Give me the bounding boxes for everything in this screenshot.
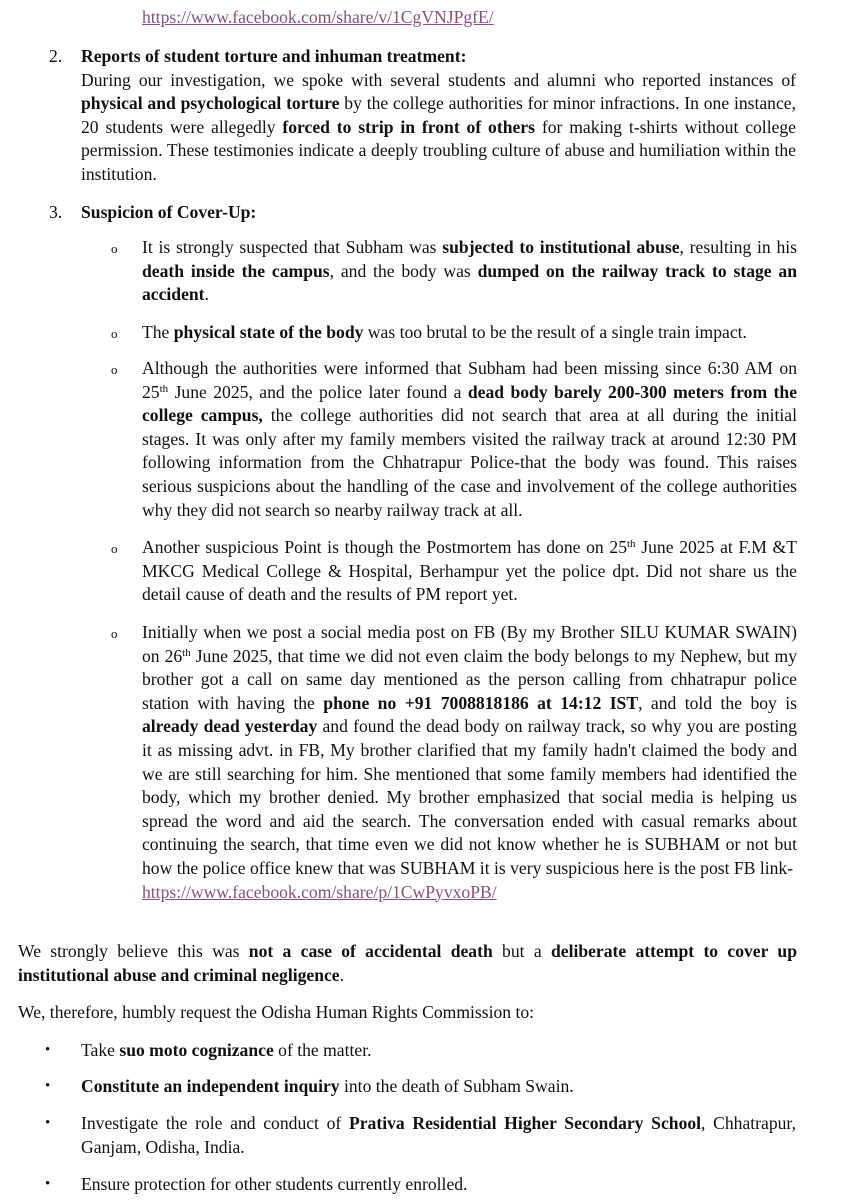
bullet-icon: • [45,1078,51,1094]
item-number-2: 2. [49,46,63,66]
emphasis: phone no +91 7008818186 at 14:12 IST [323,692,639,713]
emphasis: dumped on the railway track to stage an accident [142,260,797,305]
belief-paragraph: We strongly believe this was not a case of accidental death but a deliberate attempt to cover up institutional abuse and criminal negligence. [18,941,797,985]
bullet-icon: • [45,1176,51,1192]
item-number-3: 3. [49,202,63,222]
item-2-text: for making t-shirts without college permission. These testimonies indicate a deeply troubling culture of abuse and humiliation within the institution. [81,116,796,184]
bullet-icon: • [45,1115,51,1131]
sub-bullet-4: Another suspicious Point is though the Postmortem has done on 25th June 2025 at F.M &T MKCG Medical College & Hospital, Berhampur yet the police dpt. Did not share us the detail cause of death and the results of PM report yet. [142,537,797,605]
sub-bullet-2: The physical state of the body was too brutal to be the result of a single train impact. [142,322,747,342]
emphasis: death inside the campus [142,260,330,281]
circle-bullet-icon: o [111,326,118,341]
request-item-1: Take suo moto cognizance of the matter. [81,1040,372,1060]
request-item-3: Investigate the role and conduct of Prativa Residential Higher Secondary School, Chhatrapur, Ganjam, Odisha, India. [81,1113,796,1157]
emphasis: physical state of the body [173,322,364,342]
sub-bullet-1: It is strongly suspected that Subham was subjected to institutional abuse, resulting in his death inside the campus, and the body was dumped on the railway track to stage an accident. [142,237,797,305]
request-intro: We, therefore, humbly request the Odisha Human Rights Commission to: [18,1002,535,1022]
emphasis: Prativa Residential Higher Secondary School [349,1113,702,1133]
item-2-text: During our investigation, we spoke with several students and alumni who reported instances of [81,69,796,90]
emphasis: suo moto cognizance [119,1040,274,1060]
circle-bullet-icon: o [111,626,118,641]
item-2-emphasis: physical and psychological torture [81,93,340,114]
request-item-4: Ensure protection for other students currently enrolled. [81,1174,468,1194]
emphasis: deliberate attempt to cover up institutional abuse and criminal negligence [18,941,797,985]
emphasis: already dead yesterday [142,716,318,737]
emphasis: not a case of accidental death [248,941,493,961]
emphasis: Constitute an independent inquiry [81,1076,340,1096]
emphasis: dead body barely 200-300 meters from the college campus, [142,381,797,426]
item-2-text: by the college authorities for minor infractions. In one instance, 20 students were allegedly [81,93,796,137]
emphasis: subjected to institutional abuse [442,237,680,257]
sub-bullet-3: Although the authorities were informed that Subham had been missing since 6:30 AM on 25th June 2025, and the police later found a dead body barely 200-300 meters from the college campus, the college authorities did not search that area at all during the initial stages. It was only after my family members visited the railway track at around 12:30 PM following information from the Chhatrapur Police-that the body was found. This raises serious suspicions about the handling of the case and involvement of the college authorities why they did not search so nearby railway track at all. [142,358,797,520]
item-2-heading: Reports of student torture and inhuman treatment: [81,46,467,66]
circle-bullet-icon: o [111,541,118,556]
circle-bullet-icon: o [111,241,118,256]
sub-bullet-5: Initially when we post a social media post on FB (By my Brother SILU KUMAR SWAIN) on 26th June 2025, that time we did not even claim the body belongs to my Nephew, but my brother got a call on same day mentioned as the person calling from chhatrapur police station with having the phone no +91 7008818186 at 14:12 IST, and told the boy is already dead yesterday and found the dead body on railway track, so why you are posting it as missing advt. in FB, My brother clarified that my family hadn't claimed the body and we are still searching for him. She mentioned that some family members had identified the body, which my brother denied. My brother emphasized that social media is helping us spread the word and aid the search. The conversation ended with casual remarks about continuing the search, that time even we did not know whether he is SUBHAM or not but how the police office knew that was SUBHAM it is very suspicious here is the post FB link- https://www.facebook.com/share/p/1CwPyvxoPB/ [142,622,797,902]
item-3-heading: Suspicion of Cover-Up: [81,202,257,222]
item-2-section [81,45,796,187]
item-2-emphasis: forced to strip in front of others [282,116,535,137]
facebook-video-link[interactable]: https://www.facebook.com/share/v/1CgVNJPgfE/ [142,7,494,27]
circle-bullet-icon: o [111,362,118,377]
facebook-post-link[interactable]: https://www.facebook.com/share/p/1CwPyvxoPB/ [142,881,497,902]
bullet-icon: • [45,1042,51,1058]
request-item-2: Constitute an independent inquiry into the death of Subham Swain. [81,1076,574,1096]
